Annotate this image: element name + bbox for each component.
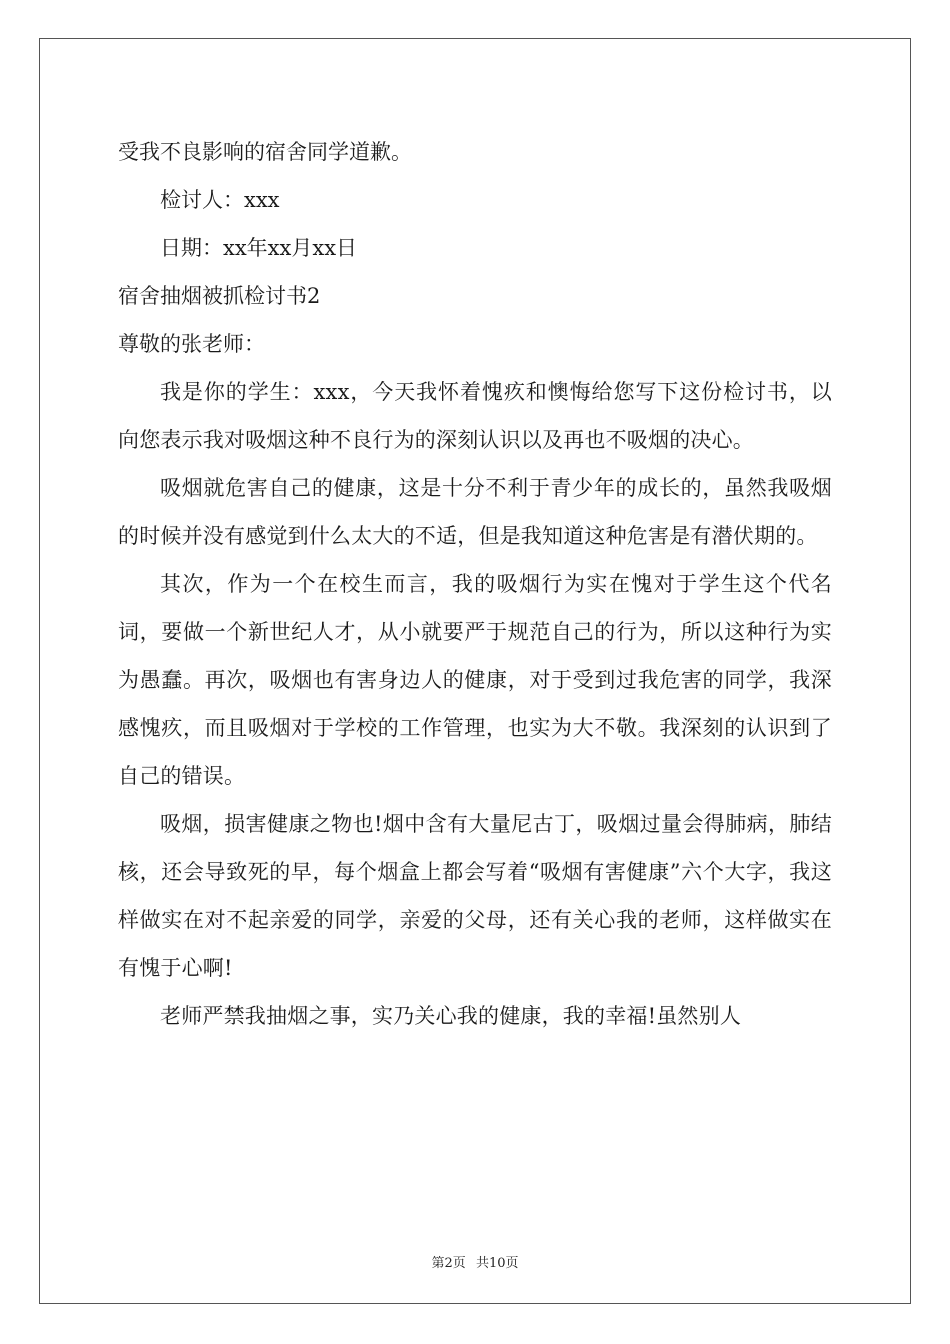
document-body — [118, 128, 832, 1040]
page-number: 第2页 — [431, 1256, 466, 1271]
signature-line: 检讨人：xxx — [160, 188, 280, 212]
paragraph: 吸烟就危害自己的健康，这是十分不利于青少年的成长的，虽然我吸烟的时候并没有感觉到什么太大的不适，但是我知道这种危害是有潜伏期的。 — [118, 476, 832, 548]
page-footer — [0, 1252, 950, 1271]
paragraph: 老师严禁我抽烟之事，实乃关心我的健康，我的幸福!虽然别人 — [160, 1004, 742, 1028]
paragraph: 吸烟，损害健康之物也!烟中含有大量尼古丁，吸烟过量会得肺病，肺结核，还会导致死的早，每个烟盒上都会写着“吸烟有害健康”六个大字，我这样做实在对不起亲爱的同学，亲爱的父母，还有关心我的老师，这样做实在有愧于心啊! — [118, 812, 832, 980]
date-line: 日期：xx年xx月xx日 — [160, 236, 358, 260]
paragraph: 其次，作为一个在校生而言，我的吸烟行为实在愧对于学生这个代名词，要做一个新世纪人才，从小就要严于规范自己的行为，所以这种行为实为愚蠢。再次，吸烟也有害身边人的健康，对于受到过我危害的同学，我深感愧疚，而且吸烟对于学校的工作管理，也实为大不敬。我深刻的认识到了自己的错误。 — [118, 572, 832, 788]
page-total: 共10页 — [475, 1256, 519, 1271]
paragraph: 我是你的学生：xxx，今天我怀着愧疚和懊悔给您写下这份检讨书，以向您表示我对吸烟这种不良行为的深刻认识以及再也不吸烟的决心。 — [118, 380, 832, 452]
salutation: 尊敬的张老师： — [118, 332, 265, 356]
text-line-apology: 受我不良影响的宿舍同学道歉。 — [118, 140, 412, 164]
section-title: 宿舍抽烟被抓检讨书2 — [118, 284, 321, 308]
